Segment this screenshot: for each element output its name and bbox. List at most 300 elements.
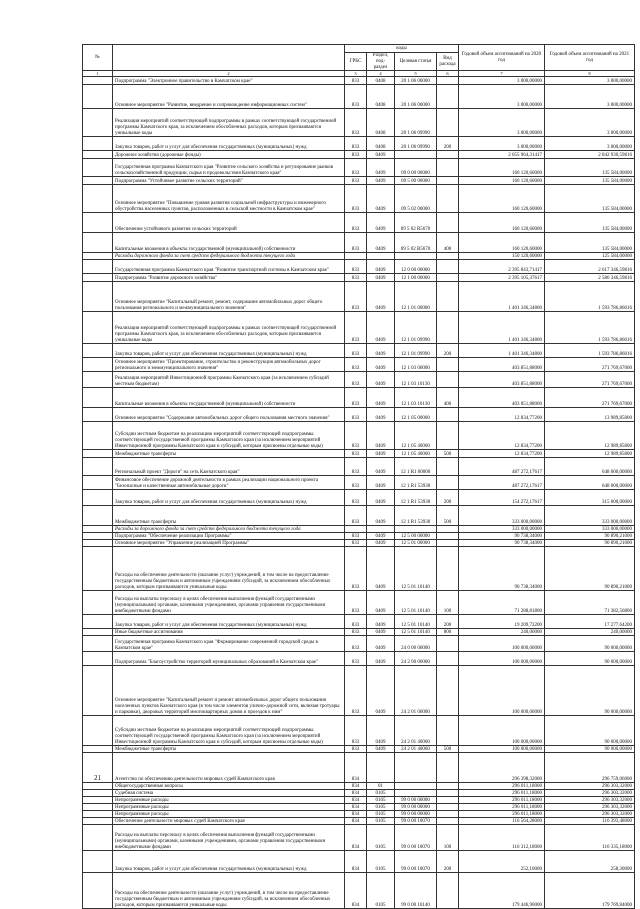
razdel-cell: 0409 bbox=[367, 476, 395, 490]
expense-type-cell bbox=[437, 253, 459, 260]
table-row bbox=[83, 540, 635, 547]
row-name-cell: Непрограммные расходы bbox=[113, 804, 345, 811]
row-number-cell bbox=[83, 422, 113, 450]
amount-2021-cell: 315 000,00000 bbox=[545, 490, 635, 506]
razdel-cell: 0105 bbox=[367, 804, 395, 811]
target-article-cell: 12 1 01 09990 bbox=[395, 312, 437, 344]
expense-type-cell bbox=[437, 312, 459, 344]
amount-2020-cell: 160 120,60000 bbox=[459, 159, 545, 177]
grbs-cell: 833 bbox=[345, 282, 367, 312]
row-name-cell: Межбюджетные трансферты bbox=[113, 746, 345, 753]
amount-2021-cell: 3 000,00000 bbox=[545, 77, 635, 85]
amount-2020-cell: 160 120,60000 bbox=[459, 185, 545, 213]
expense-type-cell bbox=[437, 260, 459, 274]
row-name-cell: Расходы за дорожного фонда за счет средств федерального бюджета текущего года bbox=[113, 526, 345, 533]
razdel-cell bbox=[367, 526, 395, 533]
target-article-cell: 24 2 00 00000 bbox=[395, 652, 437, 666]
razdel-cell: 0409 bbox=[367, 615, 395, 629]
amount-2021-cell: 90 890,21000 bbox=[545, 533, 635, 540]
row-name-cell: Судебная система bbox=[113, 790, 345, 797]
razdel-cell: 0409 bbox=[367, 652, 395, 666]
expense-type-cell bbox=[437, 109, 459, 137]
table-row bbox=[83, 526, 635, 533]
table-row bbox=[83, 312, 635, 344]
razdel-cell: 0409 bbox=[367, 533, 395, 540]
expense-type-cell bbox=[437, 540, 459, 547]
amount-2020-cell: 1 401 346,34800 bbox=[459, 282, 545, 312]
amount-2020-cell: 487 272,17617 bbox=[459, 458, 545, 476]
header-name bbox=[113, 45, 345, 71]
target-article-cell: 24 0 00 00000 bbox=[395, 636, 437, 652]
grbs-cell: 833 bbox=[345, 591, 367, 615]
razdel-cell: 0409 bbox=[367, 636, 395, 652]
row-number-cell bbox=[83, 77, 113, 85]
expense-type-cell bbox=[437, 818, 459, 825]
row-number-cell bbox=[83, 177, 113, 185]
grbs-cell: 833 bbox=[345, 666, 367, 716]
razdel-cell: 0408 bbox=[367, 137, 395, 151]
amount-2020-cell: 116 564,28000 bbox=[459, 818, 545, 825]
razdel-cell: 0409 bbox=[367, 422, 395, 450]
row-name-cell: Закупка товаров, работ и услуг для обеспечения государственных (муниципальных) нужд bbox=[113, 615, 345, 629]
target-article-cell: 99 0 00 10140 bbox=[395, 873, 437, 909]
amount-2020-cell: 19 209,72200 bbox=[459, 615, 545, 629]
table-row bbox=[83, 851, 635, 873]
amount-2021-cell: 135 584,00000 bbox=[545, 177, 635, 185]
expense-type-cell bbox=[437, 666, 459, 716]
row-number-cell: 21 bbox=[83, 753, 113, 783]
row-name-cell: Закупка товаров, работ и услуг для обеспечения государственных (муниципальных) нужд bbox=[113, 851, 345, 873]
expense-type-cell bbox=[437, 716, 459, 746]
expense-type-cell bbox=[437, 873, 459, 909]
grbs-cell: 833 bbox=[345, 77, 367, 85]
razdel-cell: 0409 bbox=[367, 666, 395, 716]
amount-2020-cell: 403 851,88000 bbox=[459, 372, 545, 388]
razdel-cell: 0105 bbox=[367, 873, 395, 909]
amount-2021-cell: 90 890,21000 bbox=[545, 540, 635, 547]
amount-2020-cell: 2 395 105,37617 bbox=[459, 274, 545, 282]
amount-2020-cell: 3 000,00000 bbox=[459, 109, 545, 137]
table-row bbox=[83, 408, 635, 422]
expense-type-cell bbox=[437, 790, 459, 797]
expense-type-cell bbox=[437, 533, 459, 540]
row-name-cell: Подпрограмма "Электронное правительство в Камчатском крае" bbox=[113, 77, 345, 85]
row-number-cell bbox=[83, 490, 113, 506]
amount-2021-cell: 90 000,00000 bbox=[545, 652, 635, 666]
razdel-cell: 0408 bbox=[367, 85, 395, 109]
grbs-cell: 833 bbox=[345, 450, 367, 458]
razdel-cell: 0409 bbox=[367, 151, 395, 159]
razdel-cell: 0105 bbox=[367, 797, 395, 804]
row-number-cell bbox=[83, 312, 113, 344]
table-row bbox=[83, 159, 635, 177]
expense-type-cell: 100 bbox=[437, 591, 459, 615]
row-number-cell bbox=[83, 151, 113, 159]
amount-2021-cell: 135 584,00000 bbox=[545, 185, 635, 213]
target-article-cell: 09 5 02 R5670 bbox=[395, 233, 437, 253]
table-row bbox=[83, 372, 635, 388]
razdel-cell: 0409 bbox=[367, 344, 395, 358]
row-name-cell: Региональный проект "Дороги" на сеть Камчатского края" bbox=[113, 458, 345, 476]
amount-2021-cell: 296 303,32000 bbox=[545, 804, 635, 811]
target-article-cell: 99 0 00 00000 bbox=[395, 797, 437, 804]
target-article-cell: 12 5 00 00000 bbox=[395, 533, 437, 540]
amount-2020-cell: 90 738,34000 bbox=[459, 540, 545, 547]
table-row bbox=[83, 615, 635, 629]
amount-2021-cell: 333 000,00000 bbox=[545, 506, 635, 526]
razdel-cell: 0409 bbox=[367, 358, 395, 372]
row-name-cell: Закупка товаров, работ и услуг для обеспечения государственных (муниципальных) нужд bbox=[113, 344, 345, 358]
expense-type-cell bbox=[437, 422, 459, 450]
razdel-cell: 0409 bbox=[367, 213, 395, 233]
grbs-cell: 833 bbox=[345, 388, 367, 408]
row-name-cell: Финансовое обеспечение дорожной деятельности в рамках реализации национального проекта "Безопасные и качественные автомобильные дороги" bbox=[113, 476, 345, 490]
amount-2020-cell: 296 011,18000 bbox=[459, 804, 545, 811]
amount-2021-cell: 648 000,00000 bbox=[545, 476, 635, 490]
expense-type-cell: 200 bbox=[437, 490, 459, 506]
grbs-cell: 833 bbox=[345, 458, 367, 476]
grbs-cell: 834 bbox=[345, 797, 367, 804]
grbs-cell: 833 bbox=[345, 490, 367, 506]
table-row bbox=[83, 652, 635, 666]
target-article-cell: 24 2 01 00000 bbox=[395, 666, 437, 716]
grbs-cell: 833 bbox=[345, 312, 367, 344]
table-row bbox=[83, 151, 635, 159]
razdel-cell: 0409 bbox=[367, 312, 395, 344]
amount-2021-cell: 116 335,18000 bbox=[545, 825, 635, 851]
row-number-cell bbox=[83, 458, 113, 476]
grbs-cell: 833 bbox=[345, 746, 367, 753]
expense-type-cell bbox=[437, 274, 459, 282]
amount-2021-cell: 296 759,06000 bbox=[545, 753, 635, 783]
table-row bbox=[83, 873, 635, 909]
amount-2020-cell: 100 000,00000 bbox=[459, 636, 545, 652]
amount-2021-cell: 125 584,00000 bbox=[545, 253, 635, 260]
razdel-cell: 0409 bbox=[367, 408, 395, 422]
header-cs: Целевая статья bbox=[395, 53, 437, 71]
grbs-cell: 833 bbox=[345, 185, 367, 213]
table-row bbox=[83, 825, 635, 851]
target-article-cell: 24 2 01 40060 bbox=[395, 746, 437, 753]
target-article-cell bbox=[395, 753, 437, 783]
target-article-cell: 12 5 01 10140 bbox=[395, 629, 437, 636]
grbs-cell bbox=[345, 253, 367, 260]
target-article-cell: 20 1 06 09990 bbox=[395, 109, 437, 137]
razdel-cell: 0105 bbox=[367, 825, 395, 851]
target-article-cell: 12 5 01 10140 bbox=[395, 615, 437, 629]
row-number-cell bbox=[83, 746, 113, 753]
razdel-cell: 0409 bbox=[367, 458, 395, 476]
grbs-cell: 833 bbox=[345, 506, 367, 526]
amount-2020-cell: 100 000,00000 bbox=[459, 716, 545, 746]
row-number-cell bbox=[83, 615, 113, 629]
target-article-cell: 20 1 06 00000 bbox=[395, 77, 437, 85]
row-name-cell: Основное мероприятие "Развитие, внедрение и сопровождение информационных систем" bbox=[113, 85, 345, 109]
amount-2021-cell: 12 989,85800 bbox=[545, 450, 635, 458]
amount-2021-cell: 271 769,67000 bbox=[545, 372, 635, 388]
razdel-cell: 0408 bbox=[367, 77, 395, 85]
table-row bbox=[83, 358, 635, 372]
row-number-cell bbox=[83, 213, 113, 233]
row-name-cell: Закупка товаров, работ и услуг для обеспечения государственных (муниципальных) нужд bbox=[113, 490, 345, 506]
row-number-cell bbox=[83, 652, 113, 666]
row-name-cell: Субсидии местным бюджетам на реализацию мероприятий соответствующей подпрограммы соответствующей государственной программы Камчатского края (за исключением мероприятий Инвестиционной программы Камчатского края и субсидий, которым присвоены отдельные коды) bbox=[113, 422, 345, 450]
row-number-cell bbox=[83, 591, 113, 615]
table-row bbox=[83, 85, 635, 109]
budget-table bbox=[82, 44, 635, 909]
expense-type-cell bbox=[437, 783, 459, 790]
expense-type-cell: 100 bbox=[437, 825, 459, 851]
row-name-cell: Государственная программа Камчатского края "Развитие транспортной системы в Камчатском крае" bbox=[113, 260, 345, 274]
expense-type-cell bbox=[437, 804, 459, 811]
razdel-cell: 0409 bbox=[367, 185, 395, 213]
header-2020: Годовой объем ассигнований на 2020 год bbox=[459, 45, 545, 71]
amount-2021-cell: 296 303,32000 bbox=[545, 783, 635, 790]
grbs-cell: 833 bbox=[345, 716, 367, 746]
expense-type-cell bbox=[437, 372, 459, 388]
grbs-cell: 833 bbox=[345, 177, 367, 185]
amount-2021-cell: 135 584,00000 bbox=[545, 233, 635, 253]
amount-2020-cell: 333 000,00000 bbox=[459, 506, 545, 526]
row-name-cell: Государственная программа Камчатского края "Формирование современной городской среды в Камчатском крае" bbox=[113, 636, 345, 652]
grbs-cell: 833 bbox=[345, 636, 367, 652]
row-name-cell: Основное мероприятие "Содержание автомобильных дорог общего пользования местного значения" bbox=[113, 408, 345, 422]
target-article-cell: 12 1 R1 53930 bbox=[395, 490, 437, 506]
razdel-cell bbox=[367, 753, 395, 783]
row-name-cell: Подпрограмма "Устойчивое развитие сельских территорий" bbox=[113, 177, 345, 185]
amount-2021-cell: 71 382,56800 bbox=[545, 591, 635, 615]
target-article-cell: 12 1 03 10130 bbox=[395, 388, 437, 408]
row-name-cell: Капитальные вложения в объекты государственной (муниципальной) собственности bbox=[113, 233, 345, 253]
razdel-cell: 0409 bbox=[367, 388, 395, 408]
razdel-cell: 0409 bbox=[367, 746, 395, 753]
expense-type-cell bbox=[437, 797, 459, 804]
razdel-cell: 0409 bbox=[367, 591, 395, 615]
expense-type-cell: 500 bbox=[437, 450, 459, 458]
row-number-cell bbox=[83, 804, 113, 811]
row-name-cell: Закупка товаров, работ и услуг для обеспечения государственных (муниципальных) нужд bbox=[113, 137, 345, 151]
expense-type-cell bbox=[437, 458, 459, 476]
amount-2021-cell: 2 586 346,59816 bbox=[545, 274, 635, 282]
amount-2021-cell: 90 000,00000 bbox=[545, 716, 635, 746]
row-number-cell bbox=[83, 851, 113, 873]
razdel-cell: 0105 bbox=[367, 851, 395, 873]
grbs-cell: 833 bbox=[345, 629, 367, 636]
grbs-cell: 834 bbox=[345, 825, 367, 851]
amount-2021-cell: 3 000,00000 bbox=[545, 137, 635, 151]
row-name-cell: Основное мероприятие "Проектирование, строительство и реконструкция автомобильных дорог регионального и межмуниципального значения" bbox=[113, 358, 345, 372]
grbs-cell: 834 bbox=[345, 811, 367, 818]
grbs-cell: 833 bbox=[345, 109, 367, 137]
razdel-cell: 0409 bbox=[367, 372, 395, 388]
row-number-cell bbox=[83, 506, 113, 526]
razdel-cell: 0409 bbox=[367, 282, 395, 312]
expense-type-cell: 500 bbox=[437, 506, 459, 526]
amount-2021-cell: 179 769,84000 bbox=[545, 873, 635, 909]
table-row bbox=[83, 260, 635, 274]
grbs-cell: 833 bbox=[345, 652, 367, 666]
razdel-cell: 0408 bbox=[367, 109, 395, 137]
expense-type-cell: 200 bbox=[437, 851, 459, 873]
expense-type-cell: 800 bbox=[437, 629, 459, 636]
razdel-cell: 0105 bbox=[367, 811, 395, 818]
row-number-cell bbox=[83, 811, 113, 818]
expense-type-cell bbox=[437, 408, 459, 422]
amount-2021-cell: 1 593 786,86016 bbox=[545, 312, 635, 344]
expense-type-cell bbox=[437, 77, 459, 85]
target-article-cell bbox=[395, 783, 437, 790]
expense-type-cell bbox=[437, 753, 459, 783]
row-name-cell: Основное мероприятие "Капитальный ремонт, ремонт, содержание автомобильных дорог общего пользования регионального и межмуниципального значения" bbox=[113, 282, 345, 312]
expense-type-cell bbox=[437, 476, 459, 490]
amount-2021-cell: 116 393,48000 bbox=[545, 818, 635, 825]
target-article-cell: 12 1 R1 53930 bbox=[395, 476, 437, 490]
expense-type-cell: 500 bbox=[437, 746, 459, 753]
row-name-cell: Расходы на выплаты персоналу в целях обеспечения выполнения функций государственными (муниципальными) органами, казенными учреждениями, органами управления государственными внебюджетными фондами bbox=[113, 825, 345, 851]
grbs-cell: 834 bbox=[345, 783, 367, 790]
row-number-cell bbox=[83, 716, 113, 746]
grbs-cell: 834 bbox=[345, 753, 367, 783]
amount-2021-cell: 3 000,00000 bbox=[545, 109, 635, 137]
grbs-cell: 834 bbox=[345, 873, 367, 909]
expense-type-cell bbox=[437, 811, 459, 818]
target-article-cell: 09 5 02 R5670 bbox=[395, 213, 437, 233]
header-razdel: Раздел, под-раздел bbox=[367, 53, 395, 71]
table-header bbox=[83, 45, 635, 77]
header-grbs: ГРБС bbox=[345, 53, 367, 71]
amount-2020-cell: 100 000,00000 bbox=[459, 652, 545, 666]
amount-2021-cell: 333 000,00000 bbox=[545, 526, 635, 533]
amount-2020-cell: 100 000,00000 bbox=[459, 666, 545, 716]
target-article-cell: 20 1 06 09990 bbox=[395, 137, 437, 151]
amount-2021-cell: 17 277,64200 bbox=[545, 615, 635, 629]
row-number-cell bbox=[83, 629, 113, 636]
amount-2020-cell: 3 000,00000 bbox=[459, 137, 545, 151]
header-no: № bbox=[83, 45, 113, 71]
target-article-cell: 12 1 R1 00000 bbox=[395, 458, 437, 476]
row-name-cell: Общегосударственные вопросы bbox=[113, 783, 345, 790]
target-article-cell: 12 0 00 00000 bbox=[395, 260, 437, 274]
amount-2021-cell: 12 989,85800 bbox=[545, 422, 635, 450]
row-number-cell bbox=[83, 109, 113, 137]
target-article-cell: 09 5 02 00000 bbox=[395, 185, 437, 213]
row-number-cell bbox=[83, 137, 113, 151]
target-article-cell: 99 0 00 10070 bbox=[395, 825, 437, 851]
amount-2021-cell: 2 617 346,59816 bbox=[545, 260, 635, 274]
expense-type-cell bbox=[437, 547, 459, 591]
row-name-cell: Подпрограмма "Развитие дорожного хозяйства" bbox=[113, 274, 345, 282]
amount-2021-cell: 3 000,00000 bbox=[545, 85, 635, 109]
row-number-cell bbox=[83, 636, 113, 652]
expense-type-cell bbox=[437, 213, 459, 233]
row-number-cell bbox=[83, 783, 113, 790]
razdel-cell: 0409 bbox=[367, 629, 395, 636]
amount-2020-cell: 3 000,00000 bbox=[459, 77, 545, 85]
razdel-cell: 0409 bbox=[367, 716, 395, 746]
amount-2020-cell: 100 000,00000 bbox=[459, 746, 545, 753]
row-name-cell: Межбюджетные трансферты bbox=[113, 450, 345, 458]
target-article-cell: 12 1 03 10130 bbox=[395, 372, 437, 388]
expense-type-cell: 400 bbox=[437, 388, 459, 408]
row-name-cell: Подпрограмма "Благоустройство территорий муниципальных образований в Камчатском крае" bbox=[113, 652, 345, 666]
row-name-cell: Межбюджетные трансферты bbox=[113, 506, 345, 526]
grbs-cell: 833 bbox=[345, 344, 367, 358]
amount-2020-cell: 403 851,88000 bbox=[459, 388, 545, 408]
row-number-cell bbox=[83, 533, 113, 540]
amount-2020-cell: 160 120,60000 bbox=[459, 177, 545, 185]
target-article-cell: 12 5 01 10140 bbox=[395, 591, 437, 615]
index-cell: 3 bbox=[345, 71, 367, 77]
table-row bbox=[83, 716, 635, 746]
header-2021: Годовой объем ассигнований на 2021 год bbox=[545, 45, 635, 71]
amount-2020-cell: 160 120,60000 bbox=[459, 213, 545, 233]
expense-type-cell bbox=[437, 159, 459, 177]
row-number-cell bbox=[83, 547, 113, 591]
table-row bbox=[83, 746, 635, 753]
amount-2020-cell: 12 834,77200 bbox=[459, 422, 545, 450]
table-row bbox=[83, 344, 635, 358]
table-row bbox=[83, 253, 635, 260]
index-cell: 1 bbox=[83, 71, 113, 77]
amount-2020-cell: 240,00000 bbox=[459, 629, 545, 636]
grbs-cell: 833 bbox=[345, 422, 367, 450]
grbs-cell: 834 bbox=[345, 818, 367, 825]
target-article-cell: 12 1 01 00000 bbox=[395, 282, 437, 312]
row-name-cell: Субсидии местным бюджетам на реализацию мероприятий соответствующей подпрограммы соответствующей государственной программы Камчатского края (за исключением мероприятий Инвестиционной программы Камчатского края и субсидий, которым присвоены отдельные коды) bbox=[113, 716, 345, 746]
amount-2020-cell: 1 401 346,34800 bbox=[459, 312, 545, 344]
table-row bbox=[83, 422, 635, 450]
row-number-cell bbox=[83, 825, 113, 851]
row-name-cell: Обеспечение устойчивого развития сельских территорий bbox=[113, 213, 345, 233]
expense-type-cell bbox=[437, 282, 459, 312]
target-article-cell: 12 1 01 09990 bbox=[395, 344, 437, 358]
expense-type-cell bbox=[437, 652, 459, 666]
target-article-cell bbox=[395, 526, 437, 533]
row-number-cell bbox=[83, 344, 113, 358]
grbs-cell: 833 bbox=[345, 372, 367, 388]
row-name-cell: Основное мероприятие "Повышение уровня развития социальной инфраструктуры и инженерного обустройства населенных пунктов, расположенных в сельской местности в Камчатском крае" bbox=[113, 185, 345, 213]
row-name-cell: Реализация мероприятий Инвестиционной программы Камчатского края (за исключением субсидий местным бюджетам) bbox=[113, 372, 345, 388]
row-name-cell: Подпрограмма "Обеспечение реализации Программы" bbox=[113, 533, 345, 540]
expense-type-cell bbox=[437, 358, 459, 372]
razdel-cell: 0409 bbox=[367, 159, 395, 177]
grbs-cell: 834 bbox=[345, 851, 367, 873]
razdel-cell: 0409 bbox=[367, 506, 395, 526]
razdel-cell: 0409 bbox=[367, 540, 395, 547]
grbs-cell: 834 bbox=[345, 790, 367, 797]
row-number-cell bbox=[83, 260, 113, 274]
amount-2020-cell: 12 834,77200 bbox=[459, 450, 545, 458]
table-row bbox=[83, 137, 635, 151]
row-name-cell: Капитальные вложения в объекты государственной (муниципальной) собственности bbox=[113, 388, 345, 408]
target-article-cell: 24 2 01 40060 bbox=[395, 716, 437, 746]
row-name-cell: Расходы дорожного фонда за счет средств федерального бюджета текущего года bbox=[113, 253, 345, 260]
table-row bbox=[83, 506, 635, 526]
index-cell: 7 bbox=[459, 71, 545, 77]
row-number-cell bbox=[83, 274, 113, 282]
table-row bbox=[83, 490, 635, 506]
index-cell: 6 bbox=[437, 71, 459, 77]
razdel-cell: 0409 bbox=[367, 274, 395, 282]
grbs-cell: 833 bbox=[345, 533, 367, 540]
row-name-cell: Непрограммные расходы bbox=[113, 797, 345, 804]
index-cell: 5 bbox=[395, 71, 437, 77]
amount-2021-cell: 90 890,21000 bbox=[545, 547, 635, 591]
expense-type-cell: 200 bbox=[437, 344, 459, 358]
table-row bbox=[83, 533, 635, 540]
expense-type-cell: 400 bbox=[437, 233, 459, 253]
table-row bbox=[83, 450, 635, 458]
